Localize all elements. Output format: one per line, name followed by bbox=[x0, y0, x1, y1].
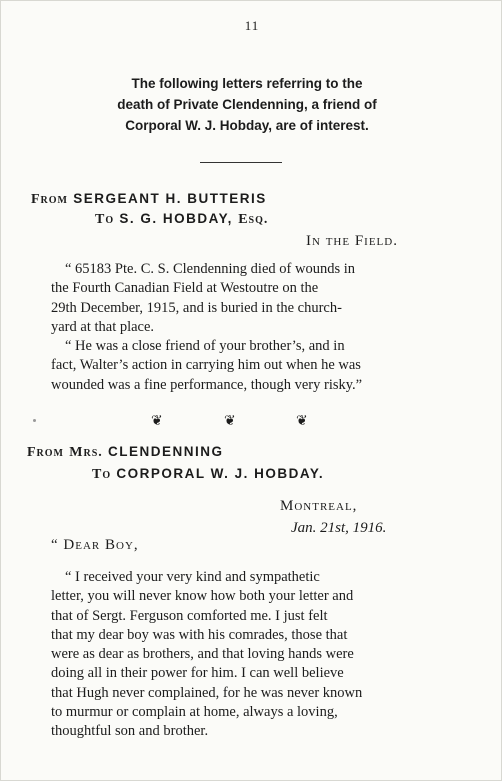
ornament-icon: ❦ bbox=[151, 414, 163, 429]
letter2-line: “ I received your very kind and sympathetic bbox=[65, 569, 320, 585]
intro-paragraph bbox=[97, 73, 397, 136]
from-label: From bbox=[31, 192, 68, 207]
letter1-line: wounded was a fine performance, though very risky.” bbox=[51, 376, 363, 393]
letter1-body bbox=[51, 260, 423, 395]
letter1-recipient: S. G. HOBDAY, bbox=[119, 211, 233, 226]
letter2-body bbox=[51, 568, 423, 742]
letter2-line: doing all in their power for him. I can well believe bbox=[51, 665, 344, 682]
letter2-date: Jan. 21st, 1916. bbox=[291, 520, 387, 536]
letter1-line: yard at that place. bbox=[51, 318, 155, 335]
letter2-from-line bbox=[27, 444, 224, 461]
intro-line: The following letters referring to the bbox=[131, 76, 363, 91]
letter2-line: thoughtful son and brother. bbox=[51, 723, 209, 740]
letter1-line: fact, Walter’s action in carrying him out when he was bbox=[51, 357, 361, 374]
letter2-sender: CLENDENNING bbox=[108, 444, 224, 459]
letter1-to-line bbox=[95, 211, 268, 228]
letter2-place: Montreal, bbox=[280, 498, 358, 514]
intro-line: Corporal W. J. Hobday, are of interest. bbox=[125, 118, 369, 133]
page-speck bbox=[33, 419, 36, 422]
ornament-icon: ❦ bbox=[224, 414, 236, 429]
letter2-recipient: CORPORAL W. J. HOBDAY. bbox=[116, 466, 325, 481]
recipient-suffix: Esq. bbox=[238, 212, 269, 227]
letter1-line: the Fourth Canadian Field at Westoutre on the bbox=[51, 280, 319, 297]
letter2-line: letter, you will never know how both your letter and bbox=[51, 588, 354, 605]
letter2-line: to murmur or complain at home, always a loving, bbox=[51, 704, 338, 721]
to-label: To bbox=[92, 467, 112, 482]
intro-line: death of Private Clendenning, a friend of bbox=[117, 97, 377, 112]
ornament-icon: ❦ bbox=[296, 414, 308, 429]
letter1-line: 29th December, 1915, and is buried in the church- bbox=[51, 299, 342, 316]
letter2-line: were as dear as brothers, and that loving hands were bbox=[51, 646, 354, 663]
letter2-line: that Hugh never complained, for he was never known bbox=[51, 684, 363, 701]
letter1-sender: SERGEANT H. BUTTERIS bbox=[73, 191, 267, 206]
letter2-line: that of Sergt. Ferguson comforted me. I just felt bbox=[51, 607, 328, 624]
letter2-salutation: “ Dear Boy, bbox=[51, 537, 139, 553]
letter1-line: “ 65183 Pte. C. S. Clendenning died of wounds in bbox=[65, 261, 355, 277]
sender-prefix: Mrs. bbox=[69, 445, 103, 460]
section-divider bbox=[200, 162, 282, 163]
page-number: 11 bbox=[244, 18, 260, 33]
letter1-from-line bbox=[31, 191, 267, 208]
letter1-line: “ He was a close friend of your brother’s, and in bbox=[65, 338, 345, 355]
letter2-to-line bbox=[92, 466, 324, 483]
letter1-place: In the Field. bbox=[306, 233, 398, 249]
to-label: To bbox=[95, 212, 115, 227]
from-label: From bbox=[27, 445, 64, 460]
letter2-line: that my dear boy was with his comrades, those that bbox=[51, 626, 348, 643]
